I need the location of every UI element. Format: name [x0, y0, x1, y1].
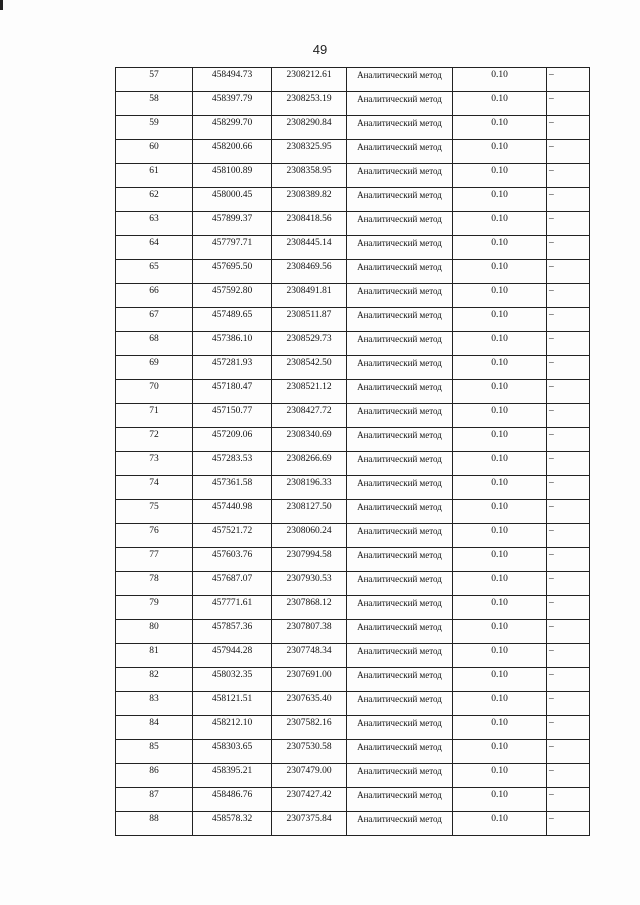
point-number-cell: 87: [116, 788, 193, 812]
accuracy-cell: 0.10: [453, 284, 547, 308]
accuracy-cell: 0.10: [453, 236, 547, 260]
table-row: [116, 356, 590, 380]
method-cell: Аналитический метод: [347, 236, 453, 260]
x-coordinate-cell: 457209.06: [193, 428, 272, 452]
y-coordinate-cell: 2307427.42: [272, 788, 347, 812]
point-number-cell: 71: [116, 404, 193, 428]
y-coordinate-cell: 2307582.16: [272, 716, 347, 740]
table-row: [116, 524, 590, 548]
point-number-cell: 79: [116, 596, 193, 620]
accuracy-cell: 0.10: [453, 92, 547, 116]
method-cell: Аналитический метод: [347, 500, 453, 524]
method-cell: Аналитический метод: [347, 164, 453, 188]
x-coordinate-cell: 457281.93: [193, 356, 272, 380]
table-row: [116, 572, 590, 596]
y-coordinate-cell: 2307930.53: [272, 572, 347, 596]
x-coordinate-cell: 457521.72: [193, 524, 272, 548]
y-coordinate-cell: 2308521.12: [272, 380, 347, 404]
x-coordinate-cell: 457899.37: [193, 212, 272, 236]
note-cell: –: [547, 236, 590, 260]
x-coordinate-cell: 457386.10: [193, 332, 272, 356]
note-cell: –: [547, 476, 590, 500]
x-coordinate-cell: 457489.65: [193, 308, 272, 332]
table-row: [116, 188, 590, 212]
method-cell: Аналитический метод: [347, 644, 453, 668]
x-coordinate-cell: 458303.65: [193, 740, 272, 764]
x-coordinate-cell: 457771.61: [193, 596, 272, 620]
x-coordinate-cell: 458212.10: [193, 716, 272, 740]
table-row: [116, 308, 590, 332]
point-number-cell: 74: [116, 476, 193, 500]
method-cell: Аналитический метод: [347, 812, 453, 836]
note-cell: –: [547, 356, 590, 380]
note-cell: –: [547, 572, 590, 596]
note-cell: –: [547, 164, 590, 188]
x-coordinate-cell: 458299.70: [193, 116, 272, 140]
y-coordinate-cell: 2307994.58: [272, 548, 347, 572]
x-coordinate-cell: 457857.36: [193, 620, 272, 644]
note-cell: –: [547, 116, 590, 140]
x-coordinate-cell: 458395.21: [193, 764, 272, 788]
point-number-cell: 70: [116, 380, 193, 404]
x-coordinate-cell: 457361.58: [193, 476, 272, 500]
point-number-cell: 69: [116, 356, 193, 380]
method-cell: Аналитический метод: [347, 596, 453, 620]
accuracy-cell: 0.10: [453, 548, 547, 572]
y-coordinate-cell: 2308127.50: [272, 500, 347, 524]
method-cell: Аналитический метод: [347, 740, 453, 764]
point-number-cell: 60: [116, 140, 193, 164]
method-cell: Аналитический метод: [347, 452, 453, 476]
table-row: [116, 596, 590, 620]
y-coordinate-cell: 2307375.84: [272, 812, 347, 836]
y-coordinate-cell: 2308445.14: [272, 236, 347, 260]
method-cell: Аналитический метод: [347, 332, 453, 356]
table-row: [116, 284, 590, 308]
accuracy-cell: 0.10: [453, 764, 547, 788]
point-number-cell: 63: [116, 212, 193, 236]
accuracy-cell: 0.10: [453, 668, 547, 692]
point-number-cell: 80: [116, 620, 193, 644]
point-number-cell: 76: [116, 524, 193, 548]
y-coordinate-cell: 2308212.61: [272, 68, 347, 92]
note-cell: –: [547, 812, 590, 836]
x-coordinate-cell: 457603.76: [193, 548, 272, 572]
table-row: [116, 92, 590, 116]
y-coordinate-cell: 2308266.69: [272, 452, 347, 476]
y-coordinate-cell: 2308427.72: [272, 404, 347, 428]
point-number-cell: 68: [116, 332, 193, 356]
y-coordinate-cell: 2307748.34: [272, 644, 347, 668]
point-number-cell: 84: [116, 716, 193, 740]
table-row: [116, 140, 590, 164]
y-coordinate-cell: 2307530.58: [272, 740, 347, 764]
table-row: [116, 236, 590, 260]
method-cell: Аналитический метод: [347, 692, 453, 716]
point-number-cell: 66: [116, 284, 193, 308]
accuracy-cell: 0.10: [453, 620, 547, 644]
note-cell: –: [547, 332, 590, 356]
x-coordinate-cell: 457797.71: [193, 236, 272, 260]
point-number-cell: 82: [116, 668, 193, 692]
method-cell: Аналитический метод: [347, 140, 453, 164]
accuracy-cell: 0.10: [453, 740, 547, 764]
x-coordinate-cell: 457687.07: [193, 572, 272, 596]
table-row: [116, 164, 590, 188]
point-number-cell: 58: [116, 92, 193, 116]
point-number-cell: 65: [116, 260, 193, 284]
point-number-cell: 67: [116, 308, 193, 332]
note-cell: –: [547, 500, 590, 524]
point-number-cell: 61: [116, 164, 193, 188]
y-coordinate-cell: 2308196.33: [272, 476, 347, 500]
table-row: [116, 260, 590, 284]
method-cell: Аналитический метод: [347, 260, 453, 284]
y-coordinate-cell: 2308418.56: [272, 212, 347, 236]
note-cell: –: [547, 644, 590, 668]
x-coordinate-cell: 458121.51: [193, 692, 272, 716]
y-coordinate-cell: 2308542.50: [272, 356, 347, 380]
note-cell: –: [547, 68, 590, 92]
accuracy-cell: 0.10: [453, 788, 547, 812]
accuracy-cell: 0.10: [453, 356, 547, 380]
y-coordinate-cell: 2307479.00: [272, 764, 347, 788]
table-row: [116, 332, 590, 356]
method-cell: Аналитический метод: [347, 92, 453, 116]
note-cell: –: [547, 452, 590, 476]
method-cell: Аналитический метод: [347, 764, 453, 788]
note-cell: –: [547, 524, 590, 548]
point-number-cell: 85: [116, 740, 193, 764]
accuracy-cell: 0.10: [453, 164, 547, 188]
point-number-cell: 81: [116, 644, 193, 668]
note-cell: –: [547, 92, 590, 116]
accuracy-cell: 0.10: [453, 380, 547, 404]
accuracy-cell: 0.10: [453, 260, 547, 284]
method-cell: Аналитический метод: [347, 116, 453, 140]
accuracy-cell: 0.10: [453, 452, 547, 476]
table-row: [116, 716, 590, 740]
x-coordinate-cell: 458100.89: [193, 164, 272, 188]
note-cell: –: [547, 548, 590, 572]
point-number-cell: 64: [116, 236, 193, 260]
accuracy-cell: 0.10: [453, 68, 547, 92]
table-row: [116, 476, 590, 500]
point-number-cell: 75: [116, 500, 193, 524]
note-cell: –: [547, 404, 590, 428]
accuracy-cell: 0.10: [453, 332, 547, 356]
point-number-cell: 88: [116, 812, 193, 836]
table-row: [116, 212, 590, 236]
note-cell: –: [547, 308, 590, 332]
x-coordinate-cell: 458200.66: [193, 140, 272, 164]
method-cell: Аналитический метод: [347, 380, 453, 404]
table-row: [116, 692, 590, 716]
accuracy-cell: 0.10: [453, 716, 547, 740]
point-number-cell: 86: [116, 764, 193, 788]
note-cell: –: [547, 764, 590, 788]
x-coordinate-cell: 457695.50: [193, 260, 272, 284]
method-cell: Аналитический метод: [347, 284, 453, 308]
method-cell: Аналитический метод: [347, 476, 453, 500]
note-cell: –: [547, 380, 590, 404]
table-row: [116, 404, 590, 428]
table-row: [116, 428, 590, 452]
point-number-cell: 59: [116, 116, 193, 140]
point-number-cell: 57: [116, 68, 193, 92]
x-coordinate-cell: 457440.98: [193, 500, 272, 524]
y-coordinate-cell: 2308290.84: [272, 116, 347, 140]
y-coordinate-cell: 2308389.82: [272, 188, 347, 212]
method-cell: Аналитический метод: [347, 428, 453, 452]
note-cell: –: [547, 668, 590, 692]
y-coordinate-cell: 2307691.00: [272, 668, 347, 692]
point-number-cell: 77: [116, 548, 193, 572]
method-cell: Аналитический метод: [347, 212, 453, 236]
method-cell: Аналитический метод: [347, 548, 453, 572]
y-coordinate-cell: 2308469.56: [272, 260, 347, 284]
note-cell: –: [547, 716, 590, 740]
y-coordinate-cell: 2308325.95: [272, 140, 347, 164]
point-number-cell: 73: [116, 452, 193, 476]
y-coordinate-cell: 2307635.40: [272, 692, 347, 716]
note-cell: –: [547, 188, 590, 212]
accuracy-cell: 0.10: [453, 644, 547, 668]
y-coordinate-cell: 2308511.87: [272, 308, 347, 332]
point-number-cell: 83: [116, 692, 193, 716]
method-cell: Аналитический метод: [347, 668, 453, 692]
table-row: [116, 452, 590, 476]
table-row: [116, 500, 590, 524]
table-row: [116, 788, 590, 812]
accuracy-cell: 0.10: [453, 212, 547, 236]
x-coordinate-cell: 458397.79: [193, 92, 272, 116]
method-cell: Аналитический метод: [347, 716, 453, 740]
table-row: [116, 764, 590, 788]
x-coordinate-cell: 458486.76: [193, 788, 272, 812]
accuracy-cell: 0.10: [453, 812, 547, 836]
table-row: [116, 812, 590, 836]
accuracy-cell: 0.10: [453, 188, 547, 212]
point-number-cell: 72: [116, 428, 193, 452]
accuracy-cell: 0.10: [453, 428, 547, 452]
method-cell: Аналитический метод: [347, 572, 453, 596]
point-number-cell: 62: [116, 188, 193, 212]
note-cell: –: [547, 596, 590, 620]
note-cell: –: [547, 140, 590, 164]
accuracy-cell: 0.10: [453, 596, 547, 620]
table-row: [116, 740, 590, 764]
point-number-cell: 78: [116, 572, 193, 596]
accuracy-cell: 0.10: [453, 308, 547, 332]
note-cell: –: [547, 692, 590, 716]
x-coordinate-cell: 458000.45: [193, 188, 272, 212]
method-cell: Аналитический метод: [347, 620, 453, 644]
page-number: 49: [312, 42, 328, 57]
accuracy-cell: 0.10: [453, 404, 547, 428]
x-coordinate-cell: 457150.77: [193, 404, 272, 428]
accuracy-cell: 0.10: [453, 524, 547, 548]
method-cell: Аналитический метод: [347, 404, 453, 428]
x-coordinate-cell: 457592.80: [193, 284, 272, 308]
x-coordinate-cell: 457180.47: [193, 380, 272, 404]
note-cell: –: [547, 740, 590, 764]
x-coordinate-cell: 457944.28: [193, 644, 272, 668]
x-coordinate-cell: 457283.53: [193, 452, 272, 476]
accuracy-cell: 0.10: [453, 140, 547, 164]
accuracy-cell: 0.10: [453, 116, 547, 140]
note-cell: –: [547, 212, 590, 236]
accuracy-cell: 0.10: [453, 692, 547, 716]
y-coordinate-cell: 2307807.38: [272, 620, 347, 644]
y-coordinate-cell: 2308491.81: [272, 284, 347, 308]
table-row: [116, 620, 590, 644]
method-cell: Аналитический метод: [347, 356, 453, 380]
method-cell: Аналитический метод: [347, 188, 453, 212]
table-row: [116, 548, 590, 572]
note-cell: –: [547, 284, 590, 308]
table-row: [116, 380, 590, 404]
table-row: [116, 644, 590, 668]
method-cell: Аналитический метод: [347, 524, 453, 548]
method-cell: Аналитический метод: [347, 788, 453, 812]
method-cell: Аналитический метод: [347, 308, 453, 332]
y-coordinate-cell: 2308253.19: [272, 92, 347, 116]
note-cell: –: [547, 620, 590, 644]
accuracy-cell: 0.10: [453, 572, 547, 596]
accuracy-cell: 0.10: [453, 500, 547, 524]
scan-corner-mark: [0, 0, 3, 10]
note-cell: –: [547, 788, 590, 812]
coordinates-table: [115, 67, 590, 836]
x-coordinate-cell: 458494.73: [193, 68, 272, 92]
coordinates-table-body: [116, 68, 590, 836]
method-cell: Аналитический метод: [347, 68, 453, 92]
note-cell: –: [547, 260, 590, 284]
table-row: [116, 668, 590, 692]
y-coordinate-cell: 2308060.24: [272, 524, 347, 548]
y-coordinate-cell: 2307868.12: [272, 596, 347, 620]
accuracy-cell: 0.10: [453, 476, 547, 500]
y-coordinate-cell: 2308340.69: [272, 428, 347, 452]
x-coordinate-cell: 458578.32: [193, 812, 272, 836]
y-coordinate-cell: 2308529.73: [272, 332, 347, 356]
x-coordinate-cell: 458032.35: [193, 668, 272, 692]
y-coordinate-cell: 2308358.95: [272, 164, 347, 188]
table-row: [116, 116, 590, 140]
table-row: [116, 68, 590, 92]
note-cell: –: [547, 428, 590, 452]
